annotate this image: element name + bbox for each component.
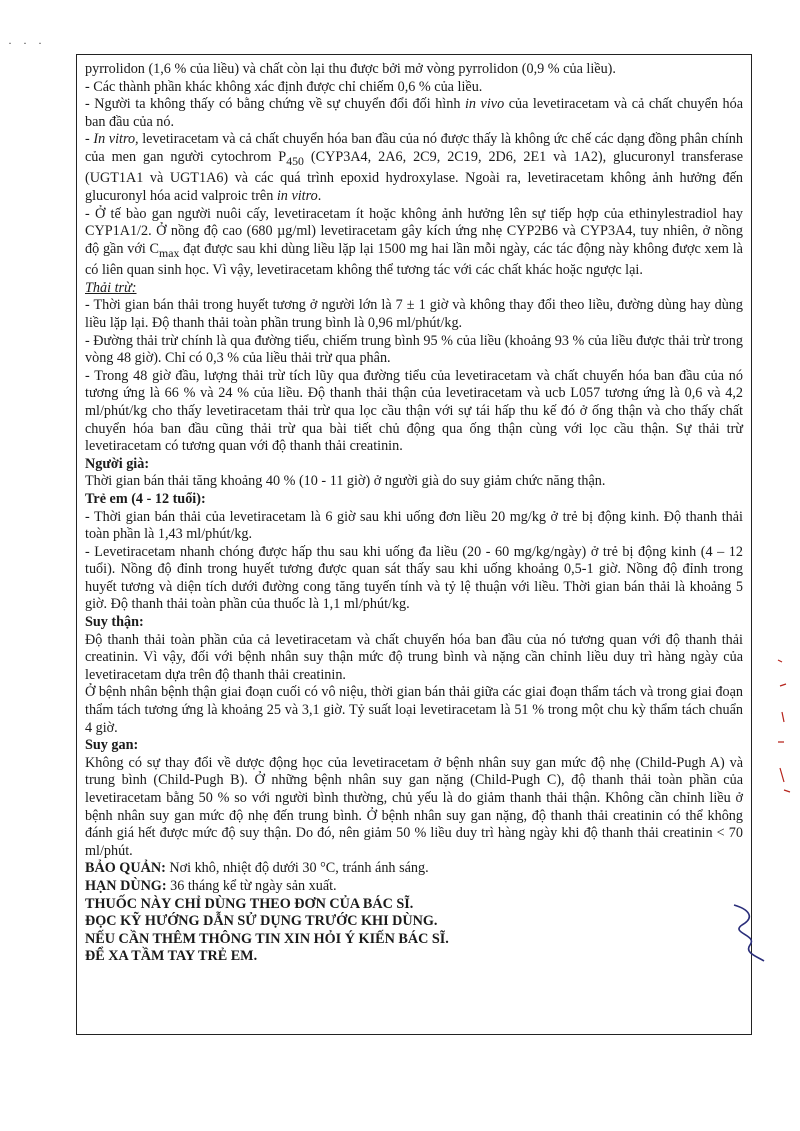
paragraph: - Thời gian bán thải của levetiracetam là 6 giờ sau khi uống đơn liều 20 mg/kg ở trẻ bị động kinh. Độ thanh thải toàn phần là 1,43 ml/phút/kg. — [85, 508, 743, 543]
expiry-line: HẠN DÙNG: 36 tháng kể từ ngày sản xuất. — [85, 877, 337, 894]
paragraph: - Trong 48 giờ đầu, lượng thải trừ tích lũy qua đường tiểu của levetiracetam và chất chuyển hóa ban đầu của nó tương ứng là 66 % và 24 % của liều. Độ thanh thải thận của levetiracetam và ucb L057 tương ứng là 0,6 và 4,2 ml/phút/kg cho thấy levetiracetam thải trừ qua lọc cầu thận với sự tái hấp thu kế đó ở ống thận và cho thấy chất chuyển hóa ban đầu cũng thải trừ qua bài tiết chủ động qua ống thận cùng với lọc cầu thận. Sự thải trừ levetiracetam có tương quan với độ thanh thải creatinin. — [85, 367, 743, 455]
warning-line: THUỐC NÀY CHỈ DÙNG THEO ĐƠN CỦA BÁC SĨ. — [85, 895, 414, 912]
paragraph: pyrrolidon (1,6 % của liều) và chất còn lại thu được bởi mở vòng pyrrolidon (0,9 % của liều). — [85, 61, 616, 77]
storage-line: BẢO QUẢN: Nơi khô, nhiệt độ dưới 30 °C, tránh ánh sáng. — [85, 860, 429, 877]
scan-margin-marks — [770, 650, 798, 810]
paragraph: Thời gian bán thải tăng khoảng 40 % (10 - 11 giờ) ở người già do suy giảm chức năng thận. — [85, 473, 606, 490]
section-heading-children: Trẻ em (4 - 12 tuổi): — [85, 490, 206, 507]
section-heading-elderly: Người già: — [85, 455, 150, 472]
document-frame — [76, 54, 752, 1035]
section-heading-renal: Suy thận: — [85, 614, 144, 631]
paragraph: - Các thành phần khác không xác định được chỉ chiếm 0,6 % của liều. — [85, 78, 483, 95]
section-heading-hepatic: Suy gan: — [85, 737, 139, 754]
warning-block — [85, 896, 743, 966]
scan-dots: · · · — [8, 36, 46, 50]
paragraph: - Thời gian bán thải trong huyết tương ở người lớn là 7 ± 1 giờ và không thay đổi theo liều, đường dùng hay dùng liều lặp lại. Độ thanh thải toàn phần trung bình là 0,96 ml/phút/kg. — [85, 297, 743, 331]
warning-line: ĐỂ XA TẦM TAY TRẺ EM. — [85, 948, 258, 965]
paragraph: Độ thanh thải toàn phần của cả levetiracetam và chất chuyển hóa ban đầu của nó tương quan với độ thanh thải creatinin. Vì vậy, đối với bệnh nhân suy thận mức độ trung bình và nặng cần chỉnh liều duy trì hàng ngày của levetiracetam dựa trên độ thanh thải creatinin. — [85, 631, 743, 683]
paragraph: - Đường thải trừ chính là qua đường tiểu, chiếm trung bình 95 % của liều (khoảng 93 % của liều được thải trừ trong vòng 48 giờ). Chỉ có 0,3 % của liều thải trừ qua phân. — [85, 332, 743, 367]
signature-mark — [728, 895, 772, 965]
warning-line: NẾU CẦN THÊM THÔNG TIN XIN HỎI Ý KIẾN BÁC SĨ. — [85, 930, 449, 947]
paragraph: - In vitro, levetiracetam và cả chất chuyển hóa ban đầu của nó được thấy là không ức chế các dạng đồng phân chính của men gan người cytochrom $P_{450}$ (CYP3A4, 2A6, 2C9, 2C19, 2D6, 2E1 và 1A2), glucuronyl transferase (UGT1A1 và UGT1A6) và các quá trình epoxid hydroxylase. Ngoài ra, levetiracetam không ảnh hưởng đến glucuronyl hóa acid valproic trên in vitro. — [85, 131, 743, 204]
paragraph: - Levetiracetam nhanh chóng được hấp thu sau khi uống đa liều (20 - 60 mg/kg/ngày) ở trẻ bị động kinh (4 – 12 tuổi). Nồng độ đỉnh trong huyết tương được quan sát thấy sau khi uống khoảng 0,5-1 giờ. Nồng độ đỉnh trong huyết tương và diện tích dưới đường cong tăng tuyến tính và tỷ lệ thuận với liều. Thời gian bán thải là khoảng 5 giờ. Độ thanh thải toàn phần của thuốc là 1,1 ml/phút/kg. — [85, 543, 743, 613]
section-heading-elimination: Thải trừ: — [85, 279, 137, 296]
paragraph: - Ở tế bào gan người nuôi cấy, levetiracetam ít hoặc không ảnh hưởng lên sự tiếp hợp của ethinylestradiol hay CYP1A1/2. Ở nồng độ cao (680 µg/ml) levetiracetam gây kích ứng nhẹ CYP2B6 và CYP3A4, tuy nhiên, ở nồng độ gần với $C_{max}$ đạt được sau khi dùng liều lặp lại 1500 mg hai lần mỗi ngày, các tác động này không được xem là có liên quan sinh học. Vì vậy, levetiracetam không thể tương tác với các chất khác hoặc ngược lại. — [85, 205, 743, 279]
warning-line: ĐỌC KỸ HƯỚNG DẪN SỬ DỤNG TRƯỚC KHI DÙNG. — [85, 913, 438, 930]
paragraph: Ở bệnh nhân bệnh thận giai đoạn cuối có vô niệu, thời gian bán thải giữa các giai đoạn thẩm tách và trong giai đoạn thẩm tách tương ứng là khoảng 25 và 3,1 giờ. Tỷ suất loại levetiracetam là 51 % trong một chu kỳ thẩm tách chuẩn 4 giờ. — [85, 684, 743, 736]
paragraph: - Người ta không thấy có bằng chứng về sự chuyển đổi đối hình in vivo của levetiracetam và cả chất chuyển hóa ban đầu của nó. — [85, 96, 744, 130]
paragraph: Không có sự thay đổi về dược động học của levetiracetam ở bệnh nhân suy gan mức độ nhẹ (Child-Pugh A) và trung bình (Child-Pugh B). Ở những bệnh nhân suy gan nặng (Child-Pugh C), độ thanh thải toàn phần của levetiracetam bằng 50 % so với người bình thường, chủ yếu là do giảm thanh thải thận. Không cần chỉnh liều ở bệnh nhân suy gan mức độ nhẹ đến trung bình. Ở bệnh nhân suy gan nặng, độ thanh thải creatinin có thể không đánh giá hết được mức độ suy thận. Do đó, nên giảm 50 % liều duy trì hàng ngày khi độ thanh thải creatinin < 70 ml/phút. — [85, 754, 743, 859]
